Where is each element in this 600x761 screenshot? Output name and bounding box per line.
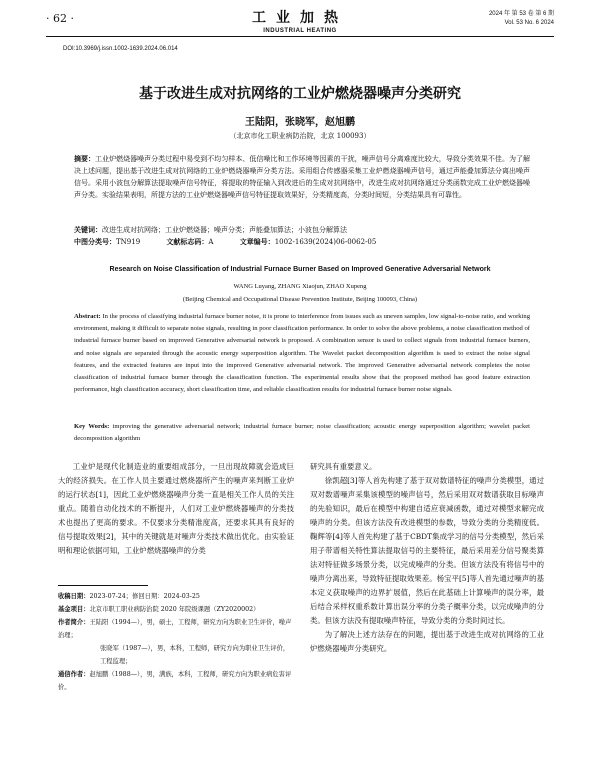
doi: DOI:10.3969/j.issn.1002-1639.2024.06.014 — [63, 46, 178, 52]
footnote-author2: 张晓军（1987—），男，本科，工程师，研究方向为职业卫生评价，工程监理； — [100, 645, 290, 665]
clc — [74, 238, 140, 246]
issue-info — [489, 10, 554, 28]
classification-line — [74, 236, 400, 248]
abstract-en-label: Abstract: — [74, 313, 101, 320]
article-id-label: 文章编号： — [239, 238, 275, 246]
affiliation-cn: （北京市化工职业病防治院，北京 100093） — [229, 132, 371, 140]
header-rule — [46, 36, 554, 37]
clc-value: TN919 — [116, 238, 141, 246]
body-paragraph: 研究具有重要意义。 — [310, 462, 377, 471]
abstract-cn — [74, 153, 530, 201]
article-id — [240, 238, 377, 246]
footnote-received — [58, 590, 294, 603]
author-bio-label: 作者简介： — [58, 619, 90, 626]
affiliation-en: (Beijing Chemical and Occupational Disease Prevention Institute, Beijing 100093, China) — [182, 296, 418, 303]
authors-cn: 王陆阳，张晓军，赵旭鹏 — [245, 117, 355, 128]
page-number: · 62 · — [46, 12, 74, 25]
footnote-rule — [58, 585, 148, 586]
keywords-en-text: improving the generative adversarial network; industrial furnace burner; noise classification; acoustic energy superposition algorithm; wavelet packet decomposition algorithm — [74, 423, 530, 443]
article-title-cn: 基于改进生成对抗网络的工业炉燃烧器噪声分类研究 — [139, 86, 461, 102]
clc-label: 中图分类号： — [74, 238, 116, 246]
keywords-cn-text: 改进生成对抗网络；工业炉燃烧器；噪声分类；声能叠加算法；小波包分解算法 — [102, 226, 347, 234]
body-paragraph: 徐凯超[3]等人首先构建了基于双对数谱特征的噪声分类模型，通过双对数谱噪声采集该模型的噪声信号，然后采用双对数谱获取目标噪声的先验知识，最后在模型中构建自适应衰减函数，通过对模型求解完成噪声的分类。但该方法没有改进模型的参数，导致分类的分类精度低。鞠辉等[4]等人首先构建了基于CBDT集成学习的信号分类模型，然后采用子带谱相关特性算法提取信号的主要特征，最后采用差分信号聚类算法对特征做多场景分类，以完成噪声的分类。但该方法没有将信号中的噪声分离出来，导致特征提取效果差。杨宝平[5]等人首先通过噪声的基本定义获取噪声的边界扩展值，然后在此基础上计算噪声的误分率，最后结合采样权重系数计算出误分率的分类子概率分类，以完成噪声的分类。但该方法没有提取噪声特征，导致分类的分类时间过长。 — [310, 476, 544, 625]
footnote-author1 — [58, 616, 294, 642]
journal-title-en: INDUSTRIAL HEATING — [263, 28, 337, 34]
abstract-en-text: In the process of classifying industrial furnace burner noise, it is prone to interference from issues such as uneven samples, low signal-to-noise ratio, and working environment, making it difficult to separate noise signals, resulting in poor classification performance. In order to solve the above problems, a noise classification method of industrial furnace burner based on improved Generative adversarial network is proposed. A combination sensor is used to collect signals from industrial furnace burners, and noise signals are separated through the acoustic energy superposition algorithm. The Wavelet packet decomposition algorithm is used to extract the noise signal features, and the extracted features are input into the improved Generative adversarial network. The improved Generative adversarial network completes the noise classification of industrial furnace burner through the classification function. The experimental results show that the proposed method has good feature extraction performance, high classification accuracy, short classification time, and reliable classification results for industrial furnace burner noise signals. — [74, 313, 530, 394]
doc-code — [166, 238, 213, 246]
keywords-cn — [74, 224, 530, 236]
footnote-fund — [58, 603, 294, 616]
fund-label: 基金项目： — [58, 606, 90, 613]
author1-value: 王陆阳（1994—），男，硕士，工程师，研究方向为职业卫生评价，噪声治理； — [58, 619, 292, 639]
doc-code-value: A — [208, 238, 214, 246]
issue-cn: 2024 年 第 53 卷 第 6 期 — [488, 11, 554, 17]
received-label: 收稿日期： — [58, 593, 90, 600]
issue-en: Vol. 53 No. 6 2024 — [504, 20, 554, 26]
journal-title: 工业加热 — [252, 10, 348, 26]
keywords-en-label: Key Words: — [74, 423, 110, 430]
abstract-cn-text: 工业炉燃烧器噪声分类过程中易受到不均匀样本、低信噪比和工作环境等因素的干扰，噪声信号分离难度比较大，导致分类效果不佳。为了解决上述问题，提出基于改进生成对抗网络的工业炉燃烧器噪声分类方法。采用组合传感器采集工业炉燃烧器噪声信号，通过声能叠加算法分离出噪声信号。采用小波包分解算法提取噪声信号特征，将提取的特征输入到改进后的生成对抗网络中，改进生成对抗网络通过分类函数完成工业炉燃烧器噪声分类。实验结果表明，所提方法的工业炉燃烧器噪声信号特征提取效果好，分类精度高，分类时间短，分类结果具有可靠性。 — [74, 155, 530, 199]
keywords-en — [74, 421, 530, 445]
footnote-corr — [58, 668, 294, 694]
corr-value: 赵旭鹏（1988—），男，满族，本科，工程师，研究方向为职业病危害评价。 — [58, 671, 292, 691]
corr-label: 通信作者： — [58, 671, 90, 678]
body-paragraph: 为了解决上述方法存在的问题，提出基于改进生成对抗网络的工业炉燃烧器噪声分类研究。 — [310, 630, 544, 653]
doc-code-label: 文献标志码： — [166, 238, 209, 246]
fund-value: 北京市职工职业病防治院 2020 年院级课题（ZY2020002） — [89, 606, 260, 613]
body-paragraph: 工业炉是现代化制造业的重要组成部分，一旦出现故障就会造成巨大的经济损失。在工作人员主要通过燃烧器所产生的噪声来判断工业炉的运行状态[1]，因此工业炉燃烧器噪声分类一直是相关工作人员的关注重点。随着自动化技术的不断提升，人们对工业炉燃烧器噪声的分类技术也提出了更高的要求。不仅要求分类精准度高，还要求其具有良好的信号提取效果[2]，其中的关键就是对噪声分类技术做出优化。由实验证明和理论依据可知，工业炉燃烧器噪声的分类 — [58, 462, 294, 555]
footnotes — [58, 590, 294, 694]
article-id-value: 1002-1639(2024)06-0062-05 — [274, 238, 377, 246]
keywords-cn-label: 关键词： — [74, 226, 102, 234]
received-value: 2023-07-24；修回日期：2024-03-25 — [89, 593, 200, 600]
body-column-left — [58, 460, 294, 558]
abstract-en — [74, 311, 530, 396]
body-column-right — [310, 460, 544, 656]
abstract-cn-label: 摘要： — [74, 155, 96, 163]
authors-en: WANG Luyang, ZHANG Xiaojun, ZHAO Xupeng — [233, 283, 367, 290]
article-title-en: Research on Noise Classification of Industrial Furnace Burner Based on Improved Generative Adversarial Network — [109, 266, 491, 273]
